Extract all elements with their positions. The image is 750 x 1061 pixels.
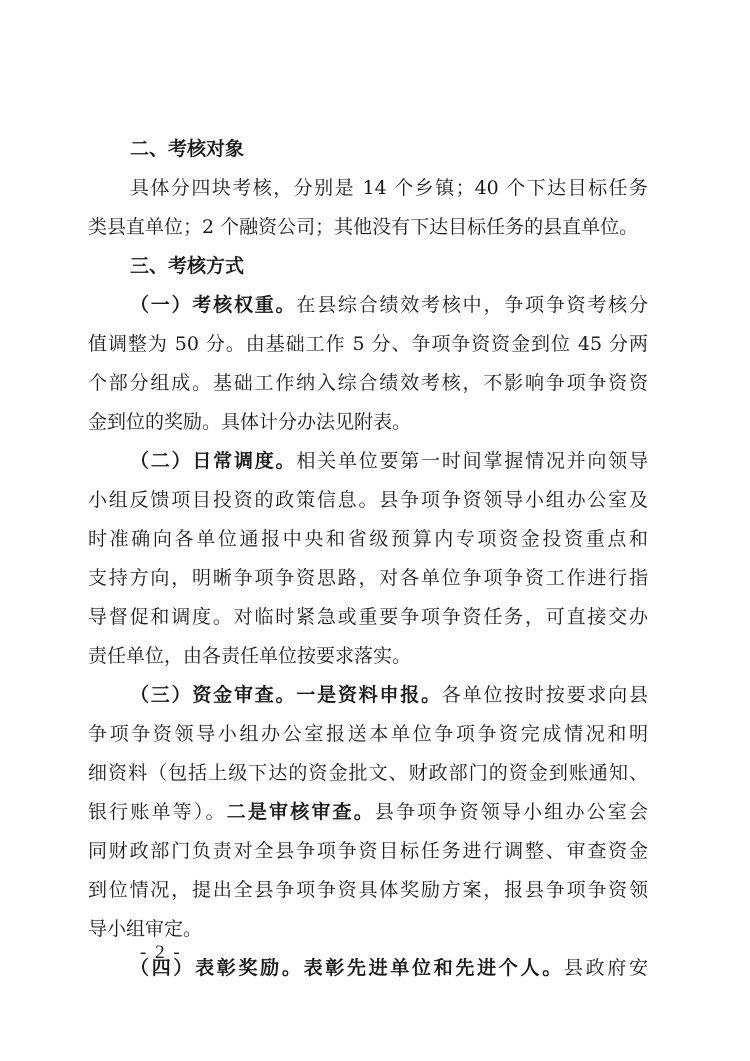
paragraph-line: 到位情况，提出全县争项争资具体奖励方案，报县争项争资领: [88, 879, 648, 901]
section-heading-assessment-targets: 二、考核对象: [130, 138, 245, 160]
paragraph-line: 具体分四块考核，分别是 14 个乡镇；40 个下达目标任务: [130, 177, 648, 199]
paragraph-line: 细资料（包括上级下达的资金批文、财政部门的资金到账通知、: [88, 762, 648, 784]
document-body: [88, 130, 648, 988]
paragraph-line: 导小组审定。: [88, 918, 203, 940]
paragraph-text: 银行账单等）。: [88, 801, 227, 823]
paragraph-text: 县争项争资领导小组办公室会: [374, 801, 648, 823]
paragraph-line: 争项争资领导小组办公室报送本单位争项争资完成情况和明: [88, 723, 648, 745]
paragraph-line: 值调整为 50 分。由基础工作 5 分、争项争资资金到位 45 分两: [88, 333, 648, 355]
paragraph-line: [88, 793, 648, 832]
item-title-fund-review: （三）资金审查。: [130, 684, 297, 706]
subtitle-audit-review: 二是审核审查。: [226, 801, 375, 823]
paragraph-line: [88, 676, 648, 715]
paragraph-line: 时准确向各单位通报中央和省级预算内专项资金投资重点和: [88, 528, 648, 550]
subtitle-material-declaration: 一是资料申报。: [296, 684, 442, 706]
subtitle-commend-advanced: 表彰先进单位和先进个人。: [303, 957, 564, 979]
item-title-commendation: （四）表彰奖励。: [130, 957, 304, 979]
paragraph-text: 县政府安: [563, 957, 648, 979]
section-heading-assessment-method: 三、考核方式: [130, 255, 245, 277]
paragraph-line: 责任单位，由各责任单位按要求落实。: [88, 645, 412, 667]
item-title-daily-dispatch: （二）日常调度。: [130, 450, 297, 472]
paragraph-line: [88, 442, 648, 481]
paragraph-text: 各单位按时按要求向县: [441, 684, 648, 706]
paragraph-line: 类县直单位；2 个融资公司；其他没有下达目标任务的县直单位。: [88, 216, 639, 238]
paragraph-line: 同财政部门负责对全县争项争资目标任务进行调整、审查资金: [88, 840, 648, 862]
paragraph-text: 相关单位要第一时间掌握情况并向领导: [296, 450, 648, 472]
paragraph-line: [88, 286, 648, 325]
paragraph-text: 在县综合绩效考核中，争项争资考核分: [296, 294, 648, 316]
paragraph-line: 导督促和调度。对临时紧急或重要争项争资任务，可直接交办: [88, 606, 648, 628]
paragraph-line: 个部分组成。基础工作纳入综合绩效考核，不影响争项争资资: [88, 372, 648, 394]
paragraph-line: 支持方向，明晰争项争资思路，对各单位争项争资工作进行指: [88, 567, 648, 589]
item-title-weight: （一）考核权重。: [130, 294, 297, 316]
paragraph-line: 金到位的奖励。具体计分办法见附表。: [88, 411, 412, 433]
paragraph-line: 小组反馈项目投资的政策信息。县争项争资领导小组办公室及: [88, 489, 648, 511]
page-number: - 2 -: [140, 942, 182, 963]
